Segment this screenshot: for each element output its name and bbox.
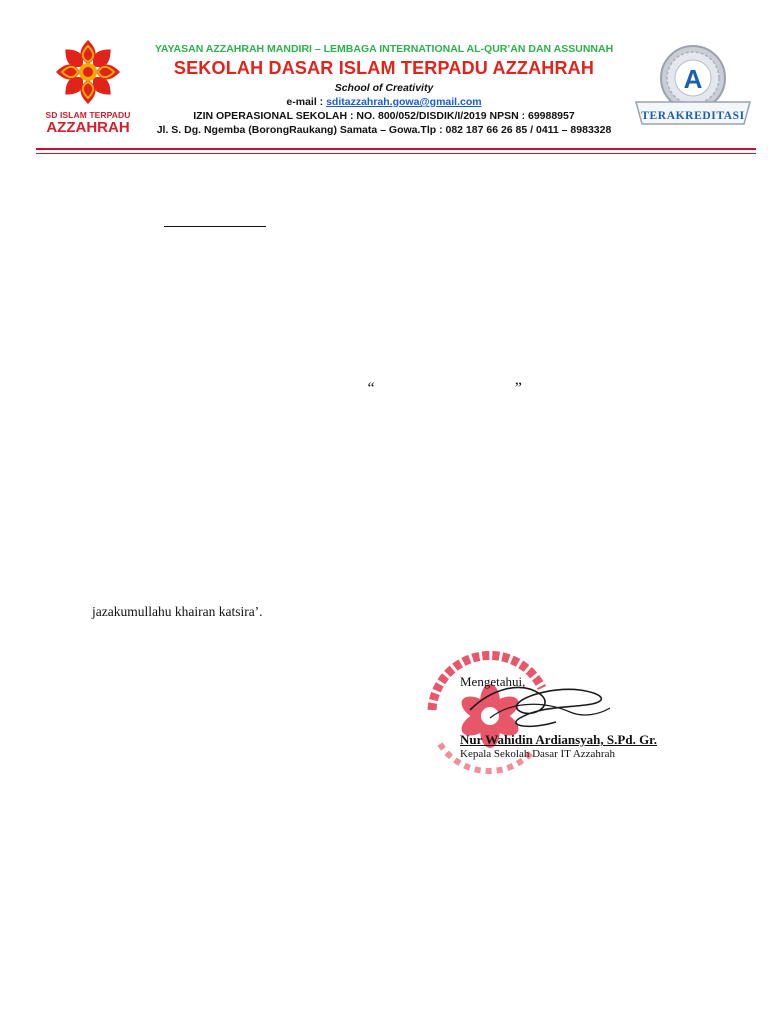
email-label: e-mail : — [286, 96, 324, 108]
operational-permit: IZIN OPERASIONAL SEKOLAH : NO. 800/052/DISDIK/I/2019 NPSN : 69988957 — [193, 110, 575, 122]
signatory-title: Kepala Sekolah Dasar IT Azzahrah — [460, 748, 615, 760]
star-flower-logo-icon — [52, 38, 124, 108]
foundation-name: YAYASAN AZZAHRAH MANDIRI – LEMBAGA INTERNATIONAL AL-QUR’AN DAN ASSUNNAH — [154, 43, 614, 55]
quote-close-mark: ” — [513, 380, 522, 397]
closing-phrase: jazakumullahu khairan katsira’. — [92, 604, 263, 619]
header-divider-thick — [36, 148, 756, 150]
badge-letter: A — [683, 64, 703, 94]
signatory-name: Nur Wahidin Ardiansyah, S.Pd. Gr. — [460, 732, 658, 747]
signature-scribble-icon — [460, 660, 620, 740]
logo-caption-top: SD ISLAM TERPADU — [45, 110, 131, 120]
school-motto: School of Creativity — [334, 82, 434, 94]
email-line — [134, 95, 634, 109]
header-divider-thin — [36, 153, 756, 154]
school-logo — [40, 38, 136, 138]
badge-label: TERAKREDITASI — [641, 110, 745, 122]
email-link[interactable]: sditazzahrah.gowa@gmail.com — [326, 96, 482, 108]
subject-underline — [164, 226, 266, 227]
school-name: SEKOLAH DASAR ISLAM TERPADU AZZAHRAH — [173, 58, 595, 78]
acknowledged-label: Mengetahui, — [460, 674, 526, 689]
quote-open-mark: “ — [366, 380, 375, 397]
handwritten-signature — [460, 660, 620, 740]
school-address: Jl. S. Dg. Ngemba (BorongRaukang) Samata – Gowa.Tlp : 082 187 66 26 85 / 0411 – 8983328 — [156, 124, 612, 136]
accreditation-badge — [630, 44, 756, 132]
logo-caption-bottom: AZZAHRAH — [46, 119, 130, 136]
letterhead-text — [134, 42, 634, 137]
